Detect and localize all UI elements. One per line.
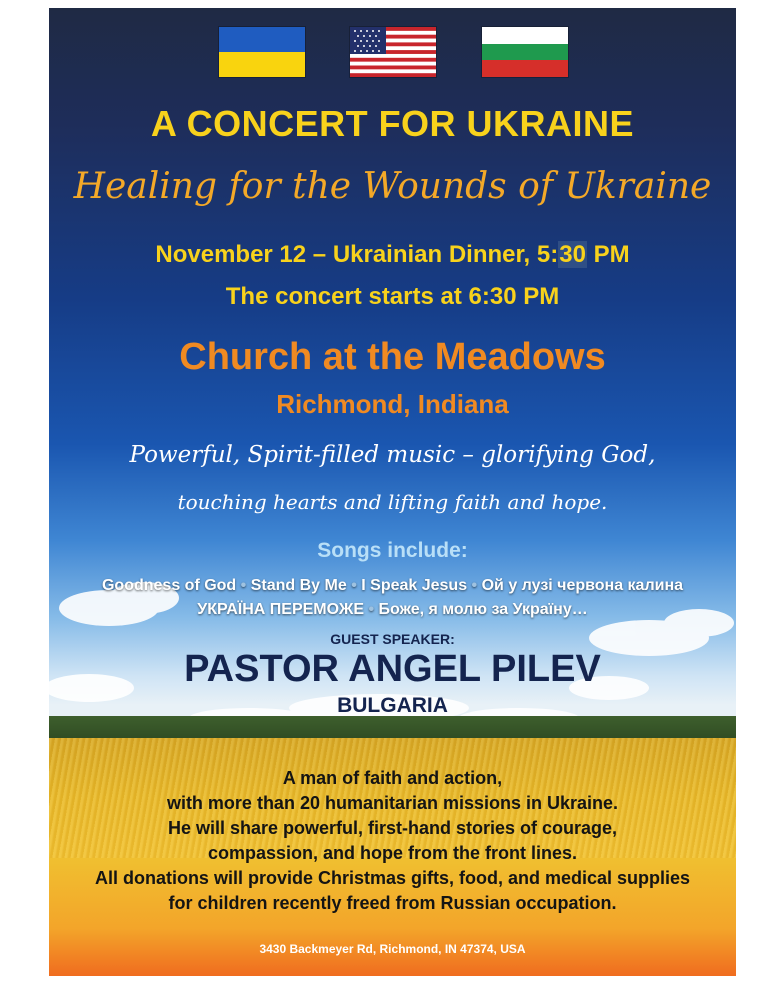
description-line: All donations will provide Christmas gifts, food, and medical supplies (94, 868, 691, 888)
songs-heading: Songs include: (317, 539, 468, 562)
speaker-name: PASTOR ANGEL PILEV (184, 648, 601, 690)
song-title: Stand By Me (250, 577, 347, 594)
venue-name: Church at the Meadows (179, 336, 606, 378)
song-title: Goodness of God (101, 577, 237, 594)
venue-city: Richmond, Indiana (276, 389, 509, 419)
tagline-line-2: touching hearts and lifting faith and hope. (177, 490, 608, 514)
speaker-country: BULGARIA (337, 694, 448, 717)
description-line: compassion, and hope from the front lines. (207, 843, 578, 863)
usa-flag (349, 26, 437, 78)
concert-time-line: The concert starts at 6:30 PM (225, 283, 560, 310)
venue-address: 3430 Backmeyer Rd, Richmond, IN 47374, USA (259, 942, 526, 956)
description-line: He will share powerful, first-hand stories of courage, (167, 818, 618, 838)
description-line: with more than 20 humanitarian missions in Ukraine. (166, 793, 619, 813)
songs-line-2: УКРАЇНА ПЕРЕМОЖЕ • Боже, я молю за Україну… (197, 601, 588, 618)
description-line: A man of faith and action, (282, 768, 503, 788)
bulgaria-flag (481, 26, 569, 78)
song-title: УКРАЇНА ПЕРЕМОЖЕ (197, 601, 364, 618)
ukraine-flag (218, 26, 306, 78)
description-line: for children recently freed from Russian occupation. (168, 893, 617, 913)
event-title: A CONCERT FOR UKRAINE (150, 103, 635, 144)
dinner-date-line: November 12 – Ukrainian Dinner, 5:30 PM (155, 241, 630, 268)
concert-poster (49, 8, 736, 976)
event-subtitle: Healing for the Wounds of Ukraine (73, 166, 712, 207)
song-title: I Speak Jesus (361, 577, 468, 594)
guest-speaker-label: GUEST SPEAKER: (330, 631, 455, 647)
songs-line-1: Goodness of God • Stand By Me • I Speak Jesus • Ой у лузі червона калина (101, 577, 683, 594)
song-title: Ой у лузі червона калина (481, 577, 683, 594)
song-title: Боже, я молю за Україну… (378, 601, 588, 618)
tagline-line-1: Powerful, Spirit-filled music – glorifying God, (129, 442, 656, 468)
